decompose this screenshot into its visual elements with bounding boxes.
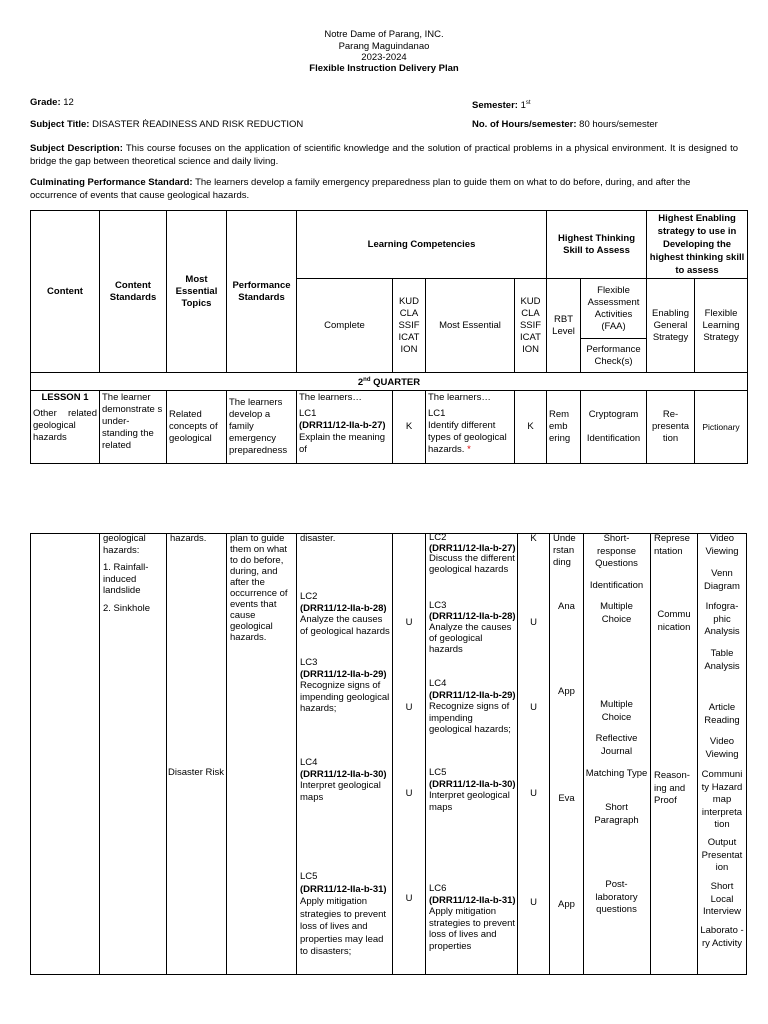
p2-essential-lc2 [429,533,517,575]
lc-label: LC4 [300,757,318,768]
p2-flex-local-interview: Short Local Interview [702,881,741,917]
grade-line [30,97,74,109]
essential-text: Identify different types of geological hazards. [428,420,507,456]
lc-label: LC5 [429,767,447,778]
lc-label: LC2 [300,591,318,602]
complete-lc: LC1 [299,408,317,420]
p2-vline [226,533,227,974]
lc-text: Interpret geological maps [300,780,381,803]
lc-text: Analyze the causes of geological hazards [429,622,512,655]
essential-intro: The learners… [428,392,491,404]
p2-vline [166,533,167,974]
lesson1-topics: Related concepts of geological [167,391,227,464]
p2-rbt-apply: App [558,686,575,697]
semester-value: 1 [520,100,526,112]
lesson1-flexible: Pictionary [695,391,748,464]
complete-text: Explain the meaning of [299,432,386,456]
p2-kud2-lc4: U [530,702,537,713]
lc-text: Apply mitigation strategies to prevent loss of lives and properties [429,906,516,952]
p2-topics-disaster-risk: Disaster Risk [168,767,224,778]
th-learning-competencies: Learning Competencies [297,211,547,279]
p2-faa-short-paragraph: Short Paragraph [594,802,639,826]
th-complete: Complete [297,279,393,373]
subject-value: DISASTER ṘEADINESS AND RISK REDUCTION [92,119,304,130]
semester-label: Semester: [472,100,518,112]
p2-performance: plan to guide them on what to do before, during, and after the occurrence of events that cause geological hazards. [230,533,288,643]
th-most-essential-topics: Most Essential Topics [167,211,227,373]
th-highest-thinking: Highest Thinking Skill to Assess [547,211,647,279]
p2-bottom-border [30,974,747,975]
p2-complete-top: disaster. [300,533,336,544]
p2-enabling-reasoning: Reason-ing and Proof [654,770,690,806]
p2-flex-laboratory: Laborato -ry Activity [700,925,744,949]
th-flexible-learning: Flexible Learning Strategy [695,279,748,373]
p2-essential-lc6 [429,883,517,952]
subject-description [30,142,738,168]
th-enabling-general: Enabling General Strategy [647,279,695,373]
culminating-standard [30,176,738,202]
lc-label: LC4 [429,678,447,689]
p2-enabling-communication: Commu nication [657,609,691,633]
p2-faa-matching-type: Matching Type [585,768,648,779]
lc-code: (DRR11/12-IIa-b-31) [300,883,387,895]
p2-kud1-lc3: U [405,702,413,713]
lesson1-performance: The learners develop a family emergency preparedness [227,391,297,464]
lc-label: LC3 [300,657,318,668]
p2-topics-top: hazards. [170,533,207,544]
cs-item-1: 1. Rainfall-induced landslide [103,562,149,596]
p2-content-standards [103,533,165,614]
p2-vline [99,533,100,974]
p2-enabling-representation: Represe ntation [654,533,690,557]
lc-code: (DRR11/12-IIa-b-28) [429,611,516,622]
p2-vline [296,533,297,974]
p2-flex-output-presentation: Output Presentat ion [701,837,743,873]
grade-value: 12 [63,97,74,108]
lc-code: (DRR11/12-IIa-b-29) [429,689,516,701]
semester-sup: st [525,100,531,106]
quarter-text: QUARTER [373,377,421,389]
p2-vline [583,533,584,974]
th-kud2: KUD CLA SSIF ICAT ION [515,279,547,373]
subject-label: Subject Title: [30,119,90,130]
th-performance-checks: Performance Check(s) [581,339,647,373]
lesson1-kud1: K [393,391,426,464]
p2-vline [392,533,393,974]
p2-flex-table-analysis: Table Analysis [704,648,740,672]
cs-text: geological hazards: [103,533,146,556]
hours-label: No. of Hours/semester: [472,119,577,130]
p2-complete-lc2 [300,591,390,637]
lc-label: LC6 [429,883,447,894]
lesson1-faa [581,391,647,464]
p2-essential-lc5 [429,767,517,813]
p2-rbt-evaluate: Eva [558,793,575,804]
lesson1-content [31,391,100,464]
lc-code: (DRR11/12-IIa-b-27) [429,542,516,554]
p2-faa-multiple-choice: Multiple Choice [600,601,633,625]
p2-kud1-lc5: U [405,893,413,904]
fidp-table-page1 [30,210,748,464]
p2-flex-venn-diagram: Venn Diagram [704,568,740,592]
th-faa: Flexible Assessment Activities (FAA) [581,279,647,339]
cs-item-2: 2. Sinkhole [103,602,151,614]
p2-complete-lc3 [300,657,390,715]
quarter-number: 2 [357,377,364,389]
lc-code: (DRR11/12-IIa-b-30) [300,768,387,780]
lesson1-rbt: Rem emb ering [547,391,581,464]
essential-lc: LC1 [428,408,446,420]
th-content: Content [31,211,100,373]
p2-kud1-lc2: U [405,617,413,628]
p2-faa-identification: Identification [589,580,644,591]
p2-kud2-lc3: U [530,617,537,628]
p2-kud2-lc2: K [530,533,537,544]
p2-vline [746,533,747,974]
lc-text: Recognize signs of impending geological hazards; [429,701,511,735]
th-highest-enabling: Highest Enabling strategy to use in Developing the highest thinking skill to assess [647,211,748,279]
p2-rbt-analyze: Ana [558,601,575,612]
quarter-row [31,373,748,391]
th-performance-standards: Performance Standards [227,211,297,373]
p2-flex-article-reading: Article Reading [704,702,740,726]
p2-complete-lc4 [300,757,390,803]
p2-flex-video-viewing: Video Viewing [705,533,739,557]
p2-flex-video-viewing-2: Video Viewing [705,736,739,760]
lc-text: Apply mitigation strategies to prevent loss of lives and properties may lead to disasters; [300,896,387,957]
essential-text-wrap [428,420,512,456]
lc-code: (DRR11/12-IIa-b-31) [429,894,516,906]
p2-kud2-lc5: U [530,788,537,799]
p2-vline [30,533,31,974]
lc-label: LC5 [300,871,318,882]
p2-essential-lc3 [429,600,517,655]
complete-code: (DRR11/12-IIa-b-27) [299,420,386,432]
lc-label: LC2 [429,532,447,543]
lc-code: (DRR11/12-IIa-b-28) [300,602,387,614]
quarter-sup: nd [363,377,371,383]
p2-vline [425,533,426,974]
p2-vline [650,533,651,974]
lc-label: LC3 [429,600,447,611]
lc-text: Discuss the different geological hazards [429,553,515,575]
lesson1-essential [426,391,515,464]
subject-line [30,119,303,131]
school-year: 2023-2024 [361,52,407,63]
lc-text: Interpret geological maps [429,790,510,813]
p2-faa-multiple-choice-2: Multiple Choice [600,699,633,723]
description-label: Subject Description: [30,143,123,154]
p2-kud1-lc4: U [405,788,413,799]
lesson-label: LESSON 1 [41,392,89,404]
p2-rbt-understanding: Unde rstan ding [553,533,576,568]
th-most-essential: Most Essential [426,279,515,373]
p2-faa-short-response: Short-response Questions [595,533,638,569]
hours-line [472,119,658,131]
hours-value: 80 hours/semester [579,119,658,130]
complete-intro: The learners… [299,392,362,404]
semester-line [472,97,531,112]
lesson-content-text: Other related geological hazards [33,408,97,444]
lesson1-kud2: K [515,391,547,464]
essential-star: * [467,444,471,456]
p2-faa-reflective-journal: Reflective Journal [595,733,638,757]
lc-text: Analyze the causes of geological hazards [300,614,390,637]
faa-identification: Identification [586,433,641,445]
description-text: This course focuses on the application of scientific knowledge and the solution of practical problems in a physical environment. It is designed to bridge the gap between theoretical science and daily living. [30,143,739,167]
document-title: Flexible Instruction Delivery Plan [309,63,459,74]
cps-text: The learners develop a family emergency preparedness plan to guide them on what to do before, during, and after the occurrence of events that cause geological hazards. [30,177,691,201]
p2-flex-community-map: Communi ty Hazard map interpreta tion [701,769,743,830]
lesson1-content-standards: The learner demonstrate s under-standing the related [100,391,167,464]
school-location: Parang Maguindanao [338,41,430,52]
grade-label: Grade: [30,97,61,108]
lc-code: (DRR11/12-IIa-b-29) [300,668,387,680]
cps-label: Culminating Performance Standard: [30,177,193,188]
p2-rbt-apply-2: App [558,899,575,910]
faa-cryptogram: Cryptogram [588,409,639,421]
th-content-standards: Content Standards [100,211,167,373]
th-kud1: KUD CLA SSIF ICAT ION [393,279,426,373]
p2-faa-post-lab: Post-laboratory questions [595,879,638,915]
p2-complete-lc5 [300,871,390,959]
p2-flex-infographic: Infogra-phic Analysis [704,601,740,637]
p2-kud2-lc6: U [530,897,537,908]
th-rbt-level: RBT Level [547,279,581,373]
school-name: Notre Dame of Parang, INC. [324,29,444,40]
lc-text: Recognize signs of impending geological hazards; [300,680,390,714]
p2-essential-lc4 [429,678,517,736]
lc-code: (DRR11/12-IIa-b-30) [429,778,516,790]
lesson1-enabling: Re-presenta tion [647,391,695,464]
lesson1-complete [297,391,393,464]
